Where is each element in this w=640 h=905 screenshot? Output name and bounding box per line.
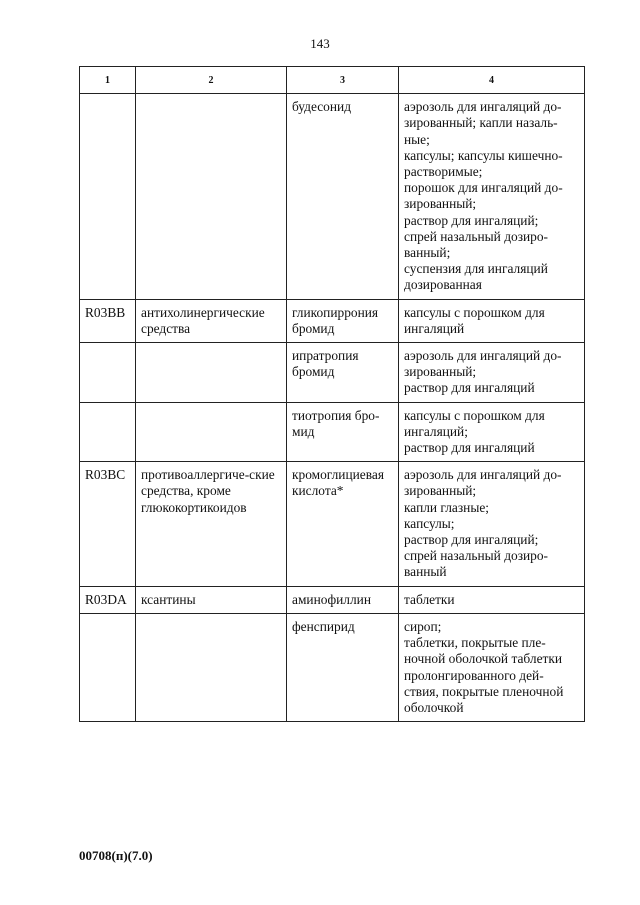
dosage-form-line: порошок для ингаляций до- <box>404 180 563 196</box>
atc-code-cell <box>80 402 136 462</box>
dosage-form-line: растворимые; <box>404 164 483 180</box>
dosage-form-line: таблетки, покрытые пле- <box>404 635 546 651</box>
atc-code-cell: R03BB <box>80 299 136 342</box>
dosage-form-line: спрей назальный дозиро- <box>404 548 549 564</box>
dosage-form-line: капсулы с порошком для <box>404 407 545 423</box>
dosage-form-line: зированный; капли назаль- <box>404 115 558 131</box>
table-row <box>80 94 585 299</box>
dosage-form-line: таблетки <box>404 591 455 607</box>
table-row <box>80 402 585 462</box>
atc-code-cell <box>80 613 136 721</box>
table-row <box>80 613 585 721</box>
dosage-form-line: ингаляций; <box>404 423 468 439</box>
dosage-form-line: ингаляций <box>404 320 465 336</box>
table-header <box>80 67 585 94</box>
group-name-cell: противоаллергиче-ские средства, кроме глюкокортикоидов <box>136 462 287 586</box>
dosage-form-line: дозированная <box>404 277 482 293</box>
table-body <box>80 94 585 722</box>
group-name-cell: антихолинергические средства <box>136 299 287 342</box>
header-row <box>80 67 585 94</box>
dosage-form-line: ствия, покрытые пленочной <box>404 683 564 699</box>
dosage-form-line: капсулы с порошком для <box>404 304 545 320</box>
drug-name-cell: ипратропия бромид <box>287 343 399 403</box>
dosage-forms-cell <box>399 613 585 721</box>
table-row <box>80 462 585 586</box>
dosage-form-line: аэрозоль для ингаляций до- <box>404 467 562 483</box>
dosage-form-line: суспензия для ингаляций <box>404 261 548 277</box>
document-code: 00708(п)(7.0) <box>79 848 153 863</box>
group-name-cell <box>136 343 287 403</box>
dosage-form-line: капсулы; капсулы кишечно- <box>404 147 563 163</box>
dosage-forms-cell <box>399 343 585 403</box>
column-header-4: 4 <box>399 67 585 94</box>
dosage-form-line: раствор для ингаляций; <box>404 212 539 228</box>
drug-name-cell: фенспирид <box>287 613 399 721</box>
atc-code-cell: R03BC <box>80 462 136 586</box>
dosage-form-line: зированный; <box>404 364 477 380</box>
atc-code-cell <box>80 94 136 299</box>
dosage-form-line: раствор для ингаляций <box>404 440 535 456</box>
dosage-form-line: ванный <box>404 564 447 580</box>
dosage-form-line: раствор для ингаляций; <box>404 532 539 548</box>
dosage-form-line: зированный; <box>404 196 477 212</box>
group-name-cell <box>136 613 287 721</box>
dosage-form-line: ночной оболочкой таблетки <box>404 651 563 667</box>
column-header-3: 3 <box>287 67 399 94</box>
dosage-form-line: аэрозоль для ингаляций до- <box>404 348 562 364</box>
dosage-forms-cell <box>399 299 585 342</box>
group-name-cell <box>136 402 287 462</box>
column-header-2: 2 <box>136 67 287 94</box>
table-row <box>80 299 585 342</box>
page-number: 143 <box>310 36 330 51</box>
dosage-forms-cell <box>399 94 585 299</box>
drug-name-cell: тиотропия бро-мид <box>287 402 399 462</box>
table-row <box>80 343 585 403</box>
drug-name-cell: гликопиррония бромид <box>287 299 399 342</box>
dosage-forms-cell <box>399 586 585 613</box>
atc-code-cell <box>80 343 136 403</box>
atc-code-cell: R03DA <box>80 586 136 613</box>
dosage-form-line: аэрозоль для ингаляций до- <box>404 99 562 115</box>
dosage-form-line: раствор для ингаляций <box>404 380 535 396</box>
dosage-form-line: зированный; <box>404 483 477 499</box>
dosage-form-line: пролонгированного дей- <box>404 667 544 683</box>
dosage-form-line: спрей назальный дозиро- <box>404 228 549 244</box>
drug-name-cell: будесонид <box>287 94 399 299</box>
dosage-form-line: капсулы; <box>404 515 455 531</box>
dosage-form-line: ванный; <box>404 245 451 261</box>
dosage-forms-cell <box>399 462 585 586</box>
drug-name-cell: кромоглициевая кислота* <box>287 462 399 586</box>
column-header-1: 1 <box>80 67 136 94</box>
dosage-form-line: ные; <box>404 131 430 147</box>
dosage-form-line: оболочкой <box>404 699 464 715</box>
group-name-cell: ксантины <box>136 586 287 613</box>
table-row <box>80 586 585 613</box>
dosage-forms-cell <box>399 402 585 462</box>
group-name-cell <box>136 94 287 299</box>
dosage-form-line: капли глазные; <box>404 499 489 515</box>
drug-name-cell: аминофиллин <box>287 586 399 613</box>
drug-classification-table <box>79 66 585 722</box>
dosage-form-line: сироп; <box>404 618 442 634</box>
